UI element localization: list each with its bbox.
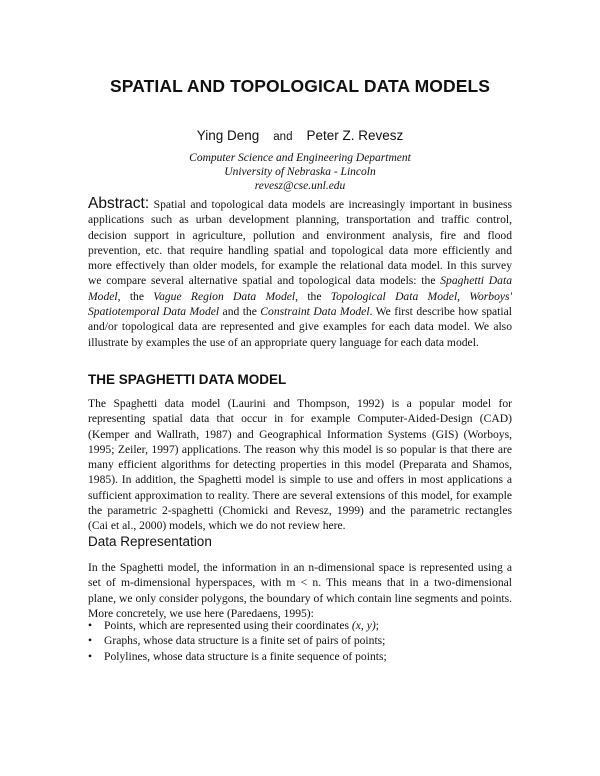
- abstract-text: Spatial and topological data models are increasingly important in business applications such as urban development planning, transportation and traffic control, decision support in agriculture, pollution and environment analysis, fire and flood prevention, etc. that require handling spatial and topological data more efficiently and more effectively than older models, for example the relational data model. In this survey we compare several alternative spatial and topological data models: the: [88, 198, 512, 288]
- author-conjunction: and: [273, 131, 293, 143]
- model-name-spaghetti: Spaghetti Data Model: [88, 274, 512, 303]
- affiliation-department: Computer Science and Engineering Department: [189, 152, 411, 164]
- bullet-icon: •: [88, 634, 93, 648]
- bullet-text: Points, which are represented using their coordinates: [104, 619, 352, 632]
- model-name-topological: Topological Data Model: [330, 289, 458, 303]
- list-item: [88, 618, 512, 633]
- affiliation-university: University of Nebraska - Lincoln: [224, 166, 376, 178]
- bullet-text: Polylines, whose data structure is a finite sequence of points;: [104, 649, 387, 663]
- spaghetti-paragraph: The Spaghetti data model (Laurini and Thompson, 1992) is a popular model for representing spatial data that occur in for example Computer-Aided-Design (CAD) (Kemper and Wallrath, 1987) and Geographical Information Systems (GIS) (Worboys, 1995; Zeiler, 1997) applications. The reason why this model is so popular is that there are many efficient algorithms for detecting properties in this model (Preparata and Shamos, 1985). In addition, the Spaghetti model is simple to use and offers in most applications a sufficient approximation to reality. There are several extensions of this model, for example the parametric 2-spaghetti (Chomicki and Revesz, 1999) and the parametric rectangles (Cai et al., 2000) models, which we do not review here.: [88, 397, 512, 533]
- bullet-text: ;: [375, 619, 379, 632]
- abstract-text: , the: [117, 289, 154, 303]
- bullet-text: Graphs, whose data structure is a finite set of pairs of points;: [104, 634, 386, 648]
- author-email: revesz@cse.unl.edu: [254, 180, 346, 192]
- list-item: [88, 633, 512, 648]
- section-heading-spaghetti: THE SPAGHETTI DATA MODEL: [88, 372, 287, 387]
- author-line: [0, 128, 600, 143]
- author-revesz: Peter Z. Revesz: [306, 128, 404, 143]
- paper-title: SPATIAL AND TOPOLOGICAL DATA MODELS: [109, 76, 491, 96]
- abstract-text: , the: [295, 289, 331, 303]
- abstract-label: Abstract:: [88, 195, 150, 212]
- model-name-constraint: Constraint Data Model: [260, 305, 370, 319]
- subsection-heading-data-representation: Data Representation: [88, 534, 212, 549]
- model-name-vague-region: Vague Region Data Model: [153, 289, 296, 303]
- list-item: [88, 649, 512, 664]
- bullet-icon: •: [88, 649, 93, 663]
- bullet-list: [88, 618, 512, 664]
- data-representation-paragraph: In the Spaghetti model, the information in an n-dimensional space is represented using a set of m-dimensional hyperspaces, with m < n. This means that in a two-dimensional plane, we only consider polygons, the boundary of which contain line segments and points. More concretely, we use here (Paredaens, 1995):: [88, 561, 512, 620]
- abstract-text: ,: [457, 289, 470, 303]
- abstract-text: . We first describe how spatial and/or topological data are represented and give examples for each data model. We also illustrate by examples the use of an appropriate query language for each data model.: [88, 305, 512, 349]
- abstract-paragraph: [88, 196, 512, 350]
- abstract-text: and the: [219, 305, 261, 319]
- model-name-worboys: Worboys' Spatiotemporal Data Model: [88, 289, 513, 319]
- bullet-icon: •: [88, 619, 93, 632]
- author-deng: Ying Deng: [196, 128, 260, 143]
- coordinates-notation: (x, y): [351, 619, 376, 632]
